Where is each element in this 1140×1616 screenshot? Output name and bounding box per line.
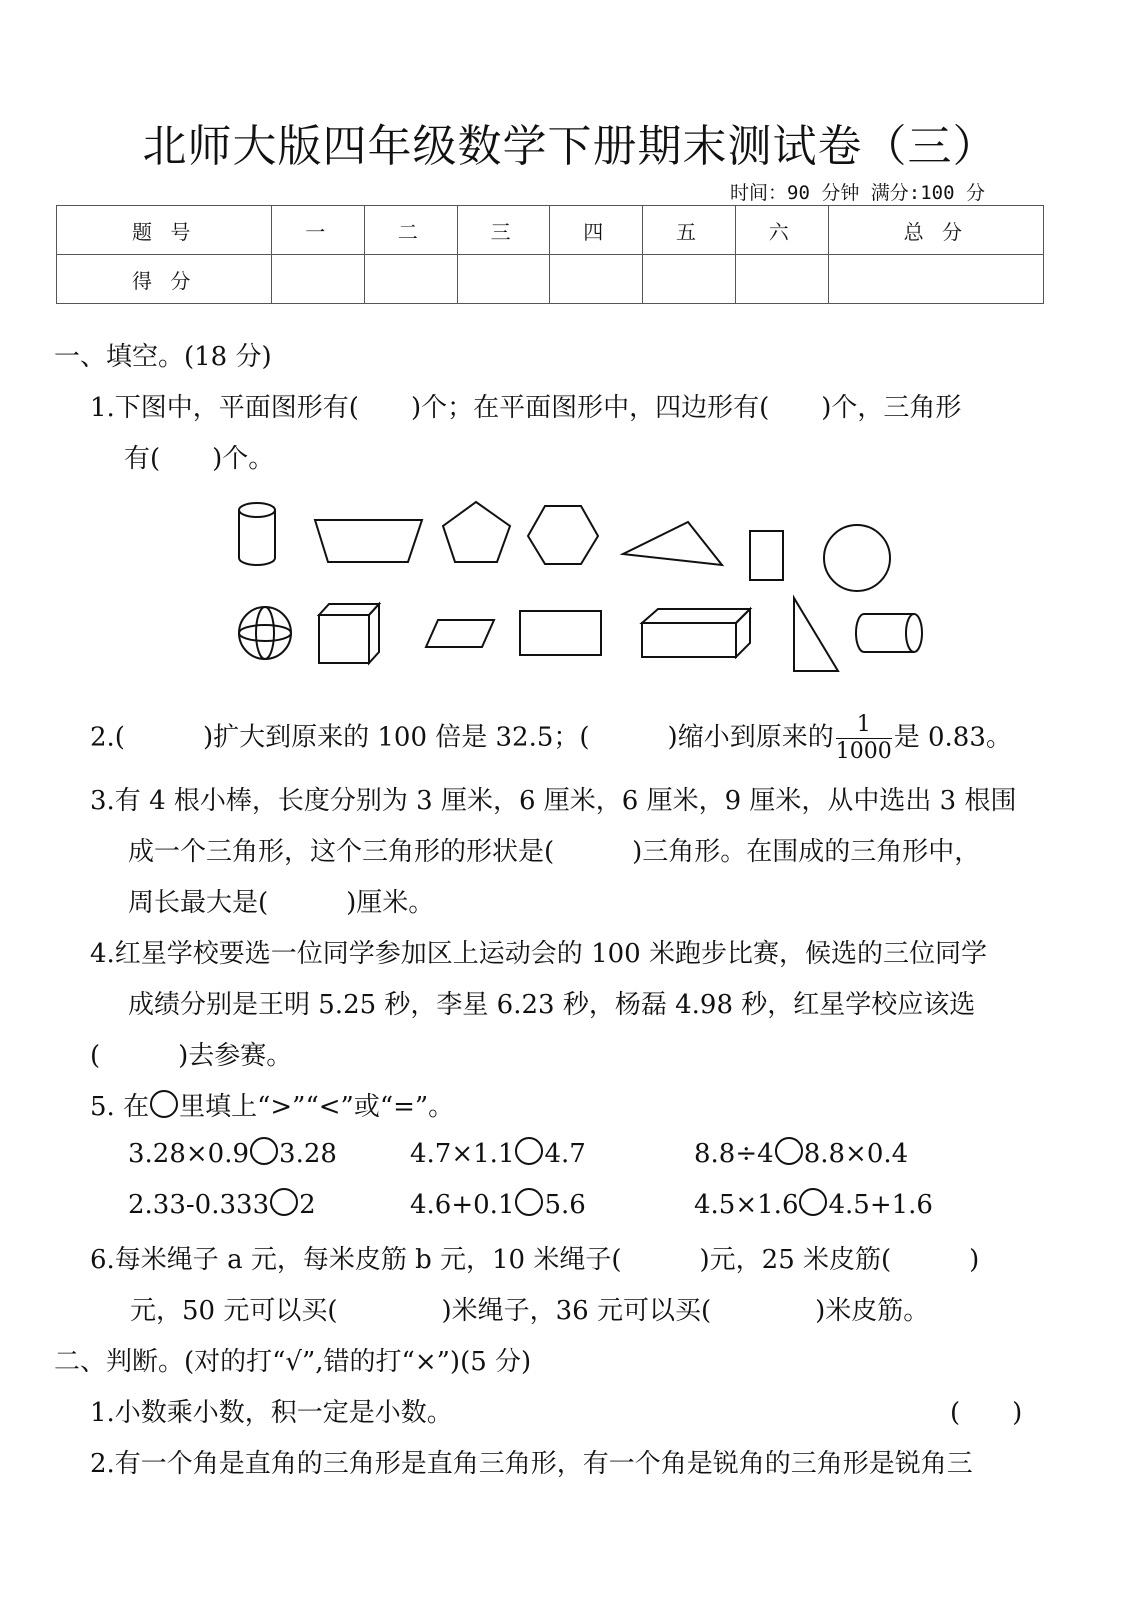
circle-shape — [824, 525, 890, 591]
q1-line2: 有( )个。 — [124, 444, 275, 474]
q2-line — [90, 712, 1012, 765]
shapes-figure — [230, 500, 950, 690]
q3-line2: 成一个三角形，这个三角形的形状是( )三角形。在围成的三角形中， — [128, 837, 981, 867]
score-table — [56, 205, 1044, 304]
trapezoid-shape — [315, 520, 422, 562]
score-header-cell: 题 号 — [57, 206, 272, 255]
q5-item-right: 2 — [299, 1190, 316, 1220]
score-cell[interactable] — [365, 255, 458, 304]
score-cell[interactable] — [457, 255, 550, 304]
triangle-shape — [623, 522, 722, 565]
section2-heading: 二、判断。(对的打“√”,错的打“×”)(5 分) — [54, 1347, 532, 1377]
score-header-cell: 三 — [457, 206, 550, 255]
q6-line1: 6.每米绳子 a 元，每米皮筋 b 元，10 米绳子( )元，25 米皮筋( ) — [90, 1245, 980, 1275]
score-header-cell: 四 — [550, 206, 643, 255]
q5-item-right: 8.8×0.4 — [803, 1139, 909, 1169]
exam-meta: 时间：90 分钟 满分:100 分 — [730, 182, 985, 204]
sphere-shape — [239, 607, 291, 659]
q5-text-b: 里填上“>”“<”或“=”。 — [179, 1092, 455, 1122]
q2-fraction-denominator: 1000 — [835, 739, 892, 764]
judge-q1-answer-paren[interactable]: ( ) — [950, 1398, 1023, 1428]
q5-item — [128, 1137, 337, 1169]
compare-circle-blank[interactable] — [270, 1188, 298, 1216]
cylinder-horizontal-shape — [856, 614, 922, 652]
score-cell[interactable] — [550, 255, 643, 304]
page-title: 北师大版四年级数学下册期末测试卷（三） — [142, 121, 998, 172]
q2-fraction-numerator: 1 — [836, 712, 892, 739]
compare-circle-blank[interactable] — [515, 1137, 543, 1165]
cuboid-shape — [642, 609, 750, 657]
q5-item-left: 3.28×0.9 — [128, 1139, 250, 1169]
q6-line2: 元，50 元可以买( )米绳子，36 元可以买( )米皮筋。 — [130, 1296, 930, 1326]
score-cell[interactable] — [272, 255, 365, 304]
q5-item — [694, 1137, 908, 1169]
cylinder-upright-shape — [239, 503, 275, 565]
q5-text-a: 5. 在 — [90, 1092, 150, 1122]
compare-circle-blank[interactable] — [799, 1188, 827, 1216]
score-table-score-row — [57, 255, 1044, 304]
q4-line3: ( )去参赛。 — [90, 1041, 293, 1071]
q3-line3: 周长最大是( )厘米。 — [128, 888, 435, 918]
q2-text-a: 2.( )扩大到原来的 100 倍是 32.5；( )缩小到原来的 — [90, 722, 834, 753]
q5-item-left: 4.6+0.1 — [410, 1190, 515, 1220]
q3-line1: 3.有 4 根小棒，长度分别为 3 厘米，6 厘米，6 厘米，9 厘米，从中选出 3 根围 — [90, 786, 1017, 816]
judge-q2: 2.有一个角是直角的三角形是直角三角形，有一个角是锐角的三角形是锐角三 — [90, 1449, 973, 1479]
parallelogram-shape — [426, 620, 494, 647]
q5-item-left: 4.5×1.6 — [694, 1190, 799, 1220]
cube-shape — [319, 604, 379, 663]
rectangle-small-shape — [750, 531, 783, 580]
score-row-label: 得 分 — [57, 255, 272, 304]
q4-line2: 成绩分别是王明 5.25 秒，李星 6.23 秒，杨磊 4.98 秒，红星学校应该选 — [128, 990, 976, 1020]
q4-line1: 4.红星学校要选一位同学参加区上运动会的 100 米跑步比赛，候选的三位同学 — [90, 939, 987, 969]
circle-blank-icon — [150, 1090, 178, 1118]
right-triangle-shape — [794, 598, 838, 671]
q5-item-right: 5.6 — [544, 1190, 586, 1220]
q5-item — [128, 1188, 316, 1220]
score-header-cell: 一 — [272, 206, 365, 255]
score-cell[interactable] — [643, 255, 736, 304]
q5-item-left: 4.7×1.1 — [410, 1139, 515, 1169]
compare-circle-blank[interactable] — [515, 1188, 543, 1216]
score-header-cell: 六 — [735, 206, 828, 255]
q5-item-right: 4.5+1.6 — [828, 1190, 933, 1220]
q2-fraction — [836, 712, 892, 765]
score-table-header-row — [57, 206, 1044, 255]
hexagon-shape — [528, 506, 598, 564]
q5-item — [410, 1137, 586, 1169]
section1-heading: 一、填空。(18 分) — [54, 342, 272, 372]
q1-line1: 1.下图中，平面图形有( )个；在平面图形中，四边形有( )个，三角形 — [90, 393, 962, 423]
score-header-cell: 二 — [365, 206, 458, 255]
score-header-cell: 总 分 — [828, 206, 1043, 255]
q5-item — [694, 1188, 933, 1220]
rectangle-shape — [520, 611, 601, 655]
q5-item-left: 2.33-0.333 — [128, 1190, 270, 1220]
compare-circle-blank[interactable] — [250, 1137, 278, 1165]
q5-instruction — [90, 1086, 454, 1123]
judge-q1: 1.小数乘小数，积一定是小数。 — [90, 1398, 453, 1428]
score-cell[interactable] — [828, 255, 1043, 304]
score-header-cell: 五 — [643, 206, 736, 255]
q5-item-right: 3.28 — [279, 1139, 337, 1169]
q5-item — [410, 1188, 586, 1220]
compare-circle-blank[interactable] — [775, 1137, 803, 1165]
q5-item-right: 4.7 — [544, 1139, 586, 1169]
pentagon-shape — [443, 502, 510, 562]
q5-item-left: 8.8÷4 — [694, 1139, 774, 1169]
score-cell[interactable] — [735, 255, 828, 304]
q2-text-b: 是 0.83。 — [893, 722, 1012, 753]
